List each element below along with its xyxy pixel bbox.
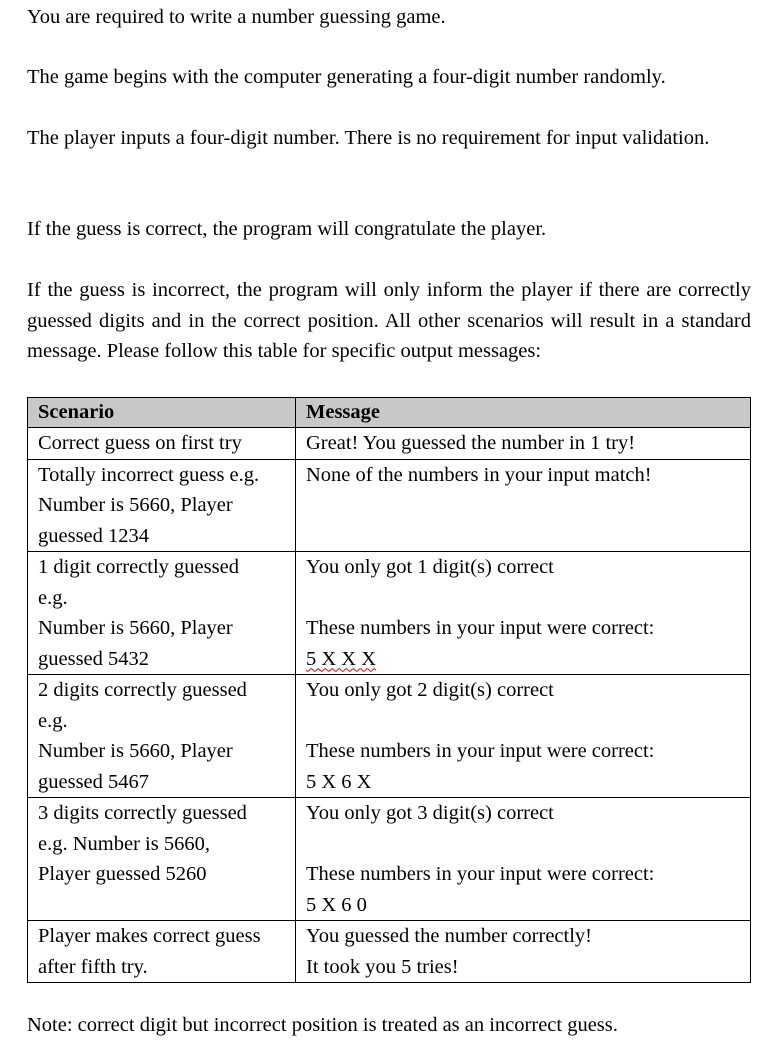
intro-paragraph-2: The game begins with the computer generating a four-digit number randomly.: [27, 66, 666, 88]
table-row: [28, 459, 751, 552]
cell-line: guessed 1234: [38, 524, 150, 547]
cell-line: These numbers in your input were correct:: [306, 617, 655, 639]
intro-paragraph-3: The player inputs a four-digit number. There is no requirement for input validation.: [27, 127, 710, 149]
intro-paragraph-4: If the guess is correct, the program will congratulate the player.: [27, 218, 547, 240]
table-body: [28, 428, 751, 983]
cell-line: Player makes correct guess: [38, 925, 261, 947]
cell-line: You only got 3 digit(s) correct: [306, 802, 554, 824]
cell-line: guessed 5467: [38, 770, 150, 793]
cell-line: You only got 2 digit(s) correct: [306, 679, 554, 701]
cell-line: You guessed the number correctly!: [306, 925, 592, 947]
header-message: Message: [296, 398, 751, 428]
cell-line: Player guessed 5260: [38, 863, 207, 885]
message-cell: [296, 459, 751, 552]
table-row: [28, 921, 751, 983]
cell-line-blank: [306, 829, 740, 860]
message-cell: [296, 675, 751, 798]
intro-paragraph-1: You are required to write a number guessing game.: [27, 6, 446, 28]
cell-line-blank: [306, 583, 740, 614]
header-scenario: Scenario: [28, 398, 296, 428]
result-pattern: 5 X 6 0: [306, 893, 367, 916]
scenario-cell: [28, 921, 296, 983]
scenario-cell: [28, 459, 296, 552]
cell-line: None of the numbers in your input match!: [306, 463, 652, 486]
scenario-cell: [28, 798, 296, 921]
cell-line: Totally incorrect guess e.g.: [38, 463, 260, 486]
cell-line: after fifth try.: [38, 955, 148, 978]
footnote: Note: correct digit but incorrect position is treated as an incorrect guess.: [27, 1014, 618, 1036]
table-row: [28, 552, 751, 675]
message-cell: [296, 921, 751, 983]
scenario-cell: [28, 675, 296, 798]
cell-line: e.g. Number is 5660,: [38, 832, 210, 855]
cell-line: Number is 5660, Player: [38, 740, 233, 762]
table-row: [28, 675, 751, 798]
table-header-row: [28, 398, 751, 428]
cell-line: Number is 5660, Player: [38, 617, 233, 639]
cell-line: Great! You guessed the number in 1 try!: [306, 432, 636, 454]
table-row: [28, 798, 751, 921]
cell-line: Number is 5660, Player: [38, 494, 233, 516]
cell-line: 3 digits correctly guessed: [38, 802, 247, 824]
cell-line: guessed 5432: [38, 647, 150, 670]
cell-line: e.g.: [38, 709, 68, 732]
scenario-cell: [28, 428, 296, 460]
cell-line: e.g.: [38, 586, 68, 609]
cell-line: 2 digits correctly guessed: [38, 679, 247, 701]
cell-line: These numbers in your input were correct:: [306, 863, 655, 885]
cell-line-blank: [306, 706, 740, 737]
result-pattern: 5 X X X: [306, 647, 377, 670]
intro-paragraph-5: If the guess is incorrect, the program will only inform the player if there are correctly guessed digits and in the correct position. All other scenarios will result in a standard message. Please follow this table for specific output messages:: [27, 279, 751, 362]
cell-line: You only got 1 digit(s) correct: [306, 556, 554, 578]
result-pattern: 5 X 6 X: [306, 770, 372, 793]
cell-line: It took you 5 tries!: [306, 955, 459, 978]
cell-line: 1 digit correctly guessed: [38, 556, 239, 578]
scenario-cell: [28, 552, 296, 675]
message-cell: [296, 552, 751, 675]
output-messages-table: [27, 397, 751, 983]
message-cell: [296, 428, 751, 460]
message-cell: [296, 798, 751, 921]
cell-line: Correct guess on first try: [38, 432, 242, 454]
table-row: [28, 428, 751, 460]
cell-line: These numbers in your input were correct:: [306, 740, 655, 762]
